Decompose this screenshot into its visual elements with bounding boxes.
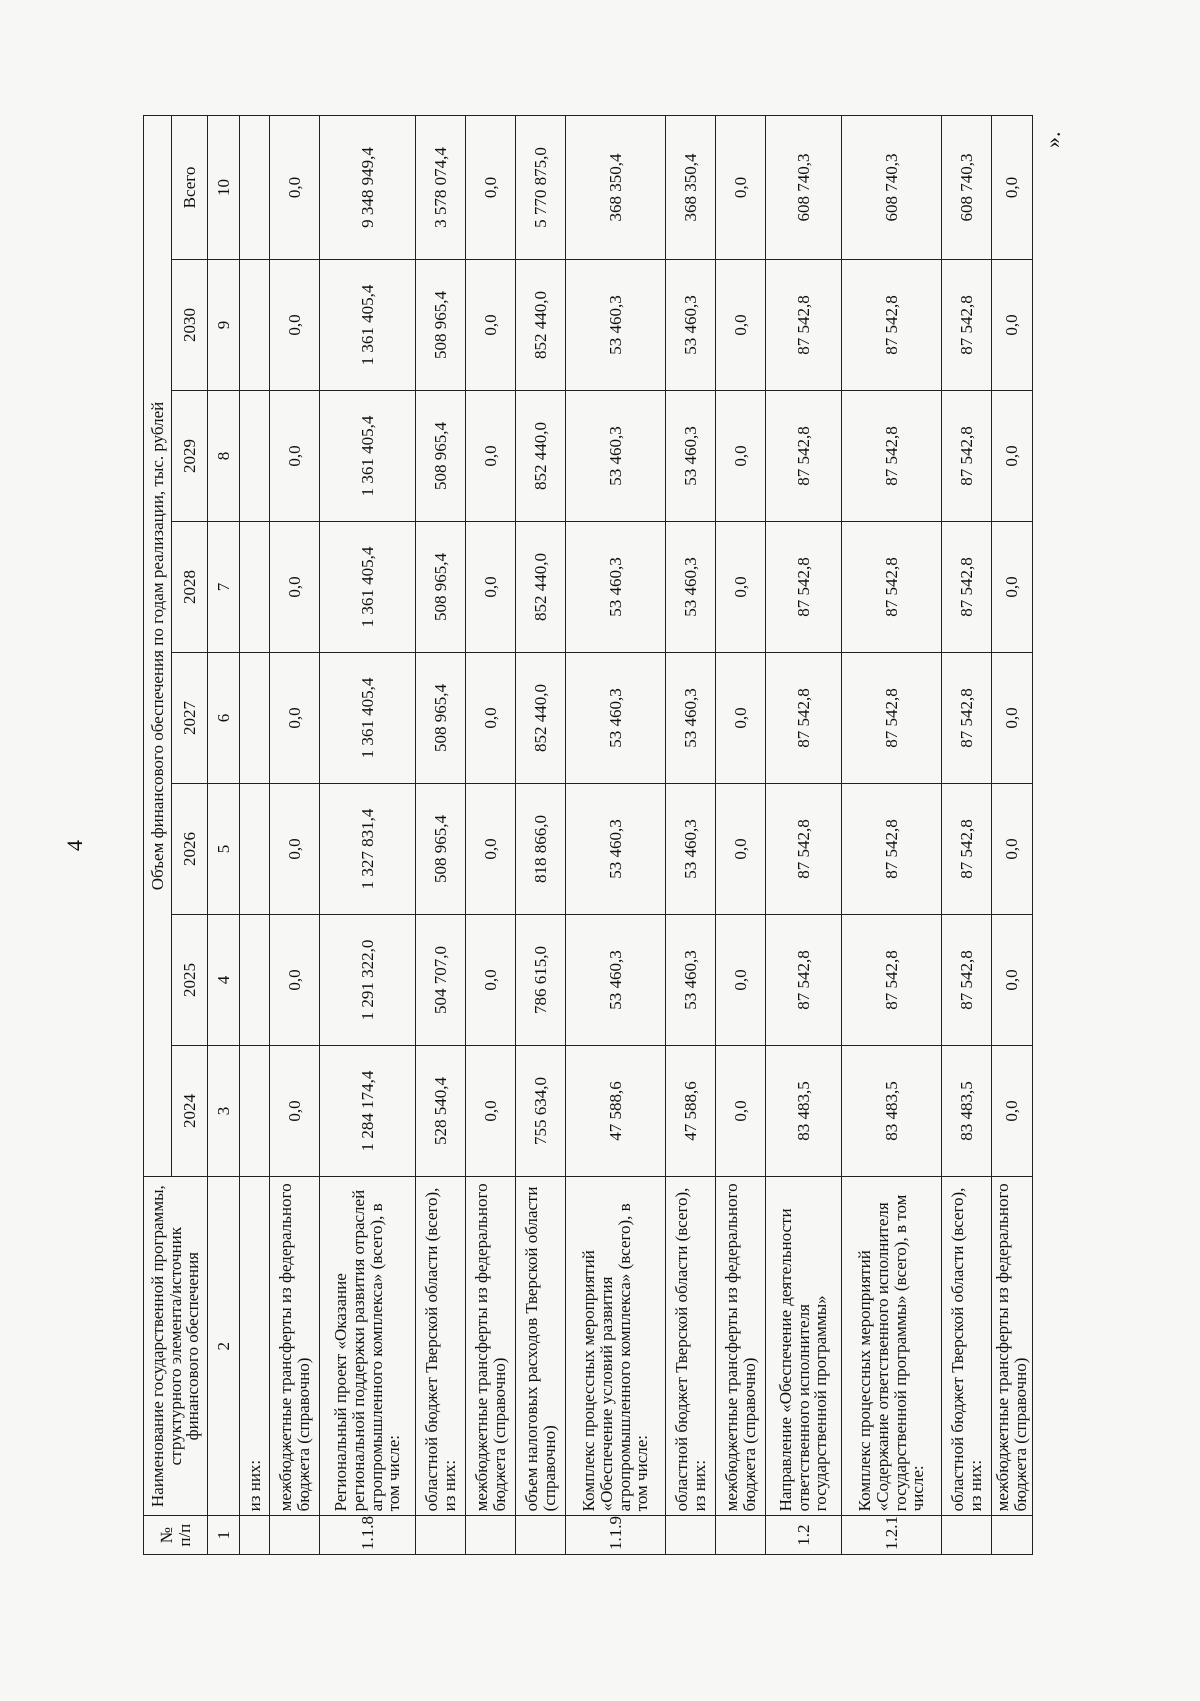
row-value: 608 740,3: [942, 116, 992, 260]
header-volume: Объем финансового обеспечения по годам реализации, тыс. рублей: [144, 116, 172, 1177]
column-number: 10: [208, 116, 240, 260]
row-value: 53 460,3: [666, 391, 716, 522]
header-year: 2025: [172, 915, 208, 1046]
row-value: 53 460,3: [566, 260, 666, 391]
table-row: [516, 116, 566, 1555]
row-value: 87 542,8: [942, 522, 992, 653]
row-value: 818 866,0: [516, 784, 566, 915]
header-name: Наименование государственной программы, структурного элемента/источник финансового обеспечения: [144, 1177, 208, 1516]
row-name: межбюджетные трансферты из федерального бюджета (справочно): [716, 1177, 766, 1516]
row-name: Региональный проект «Оказание региональной поддержки развития отраслей агропромышленного комплекса» (всего), в том числе:: [320, 1177, 416, 1516]
row-value: 508 965,4: [416, 784, 466, 915]
row-value: 0,0: [270, 116, 320, 260]
row-index: 1.2.1: [842, 1516, 942, 1555]
row-value: [240, 1046, 270, 1177]
table-row: [766, 116, 842, 1555]
row-value: [240, 784, 270, 915]
column-number: 5: [208, 784, 240, 915]
table-row: [416, 116, 466, 1555]
row-value: 0,0: [716, 391, 766, 522]
row-name: областной бюджет Тверской области (всего), из них:: [666, 1177, 716, 1516]
row-value: 87 542,8: [766, 784, 842, 915]
row-value: 87 542,8: [766, 915, 842, 1046]
row-value: 0,0: [270, 522, 320, 653]
row-value: [240, 391, 270, 522]
row-value: [240, 260, 270, 391]
row-value: 53 460,3: [666, 522, 716, 653]
row-value: 0,0: [716, 260, 766, 391]
row-index: [716, 1516, 766, 1555]
column-number: 2: [208, 1177, 240, 1516]
row-value: 508 965,4: [416, 522, 466, 653]
row-index: [466, 1516, 516, 1555]
row-value: 83 483,5: [766, 1046, 842, 1177]
row-name: областной бюджет Тверской области (всего), из них:: [416, 1177, 466, 1516]
header-year: 2029: [172, 391, 208, 522]
row-name: из них:: [240, 1177, 270, 1516]
row-name: объем налоговых расходов Тверской области (справочно): [516, 1177, 566, 1516]
table-row: [942, 116, 992, 1555]
row-value: 504 707,0: [416, 915, 466, 1046]
row-value: 852 440,0: [516, 391, 566, 522]
financing-table-container: [143, 115, 1053, 1555]
row-value: 852 440,0: [516, 653, 566, 784]
row-value: 0,0: [992, 784, 1033, 915]
header-num: № п/п: [144, 1516, 208, 1555]
row-value: 87 542,8: [842, 784, 942, 915]
row-value: 47 588,6: [566, 1046, 666, 1177]
row-value: 1 361 405,4: [320, 260, 416, 391]
row-value: 0,0: [992, 116, 1033, 260]
row-value: 0,0: [466, 915, 516, 1046]
row-index: [416, 1516, 466, 1555]
row-value: 87 542,8: [842, 391, 942, 522]
row-index: [942, 1516, 992, 1555]
row-index: [992, 1516, 1033, 1555]
row-value: 508 965,4: [416, 391, 466, 522]
row-index: [666, 1516, 716, 1555]
row-value: 0,0: [466, 784, 516, 915]
row-value: 1 327 831,4: [320, 784, 416, 915]
row-index: [240, 1516, 270, 1555]
row-index: 1.2: [766, 1516, 842, 1555]
row-value: 87 542,8: [842, 522, 942, 653]
row-value: 87 542,8: [766, 391, 842, 522]
row-value: 87 542,8: [942, 784, 992, 915]
row-value: 1 361 405,4: [320, 522, 416, 653]
table-row: [666, 116, 716, 1555]
page-number: 4: [62, 840, 87, 851]
row-value: 0,0: [466, 260, 516, 391]
row-value: 0,0: [992, 260, 1033, 391]
row-value: 0,0: [270, 653, 320, 784]
row-value: 0,0: [716, 522, 766, 653]
header-year: 2027: [172, 653, 208, 784]
row-value: 5 770 875,0: [516, 116, 566, 260]
row-name: Направление «Обеспечение деятельности ответственного исполнителя государственной программы»: [766, 1177, 842, 1516]
row-value: 0,0: [992, 391, 1033, 522]
row-value: 53 460,3: [666, 653, 716, 784]
row-value: 852 440,0: [516, 260, 566, 391]
table-row: [466, 116, 516, 1555]
row-value: 755 634,0: [516, 1046, 566, 1177]
row-value: 53 460,3: [566, 391, 666, 522]
row-value: [240, 653, 270, 784]
row-value: 53 460,3: [666, 784, 716, 915]
row-value: 87 542,8: [942, 391, 992, 522]
column-number: 3: [208, 1046, 240, 1177]
row-value: 0,0: [716, 915, 766, 1046]
header-year: 2030: [172, 260, 208, 391]
row-name: областной бюджет Тверской области (всего), из них:: [942, 1177, 992, 1516]
row-index: [516, 1516, 566, 1555]
row-value: 0,0: [270, 260, 320, 391]
column-numbers-row: [208, 116, 240, 1555]
row-value: 0,0: [270, 1046, 320, 1177]
row-name: межбюджетные трансферты из федерального бюджета (справочно): [466, 1177, 516, 1516]
row-value: [240, 116, 270, 260]
row-value: 0,0: [466, 391, 516, 522]
row-value: 786 615,0: [516, 915, 566, 1046]
row-value: 852 440,0: [516, 522, 566, 653]
row-value: 87 542,8: [942, 915, 992, 1046]
row-value: 83 483,5: [942, 1046, 992, 1177]
row-value: 0,0: [992, 522, 1033, 653]
row-value: 53 460,3: [566, 784, 666, 915]
row-value: 83 483,5: [842, 1046, 942, 1177]
column-number: 9: [208, 260, 240, 391]
row-value: 87 542,8: [842, 915, 942, 1046]
row-value: 0,0: [716, 116, 766, 260]
row-name: межбюджетные трансферты из федерального бюджета (справочно): [992, 1177, 1033, 1516]
header-year: Всего: [172, 116, 208, 260]
row-value: 87 542,8: [766, 522, 842, 653]
row-value: 0,0: [992, 915, 1033, 1046]
column-number: 4: [208, 915, 240, 1046]
row-value: 508 965,4: [416, 653, 466, 784]
row-value: 508 965,4: [416, 260, 466, 391]
table-row: [842, 116, 942, 1555]
column-number: 1: [208, 1516, 240, 1555]
row-value: 528 540,4: [416, 1046, 466, 1177]
row-value: 53 460,3: [566, 653, 666, 784]
row-name: Комплекс процессных мероприятий «Обеспечение условий развития агропромышленного комплекса» (всего), в том числе:: [566, 1177, 666, 1516]
row-value: 3 578 074,4: [416, 116, 466, 260]
row-value: 1 361 405,4: [320, 653, 416, 784]
closing-mark: ».: [1040, 131, 1065, 148]
row-value: 0,0: [270, 391, 320, 522]
row-value: 87 542,8: [942, 653, 992, 784]
header-year: 2024: [172, 1046, 208, 1177]
row-value: 0,0: [716, 784, 766, 915]
table-row: [992, 116, 1033, 1555]
row-value: 368 350,4: [666, 116, 716, 260]
row-value: 0,0: [466, 1046, 516, 1177]
row-value: 53 460,3: [566, 522, 666, 653]
row-value: 1 361 405,4: [320, 391, 416, 522]
row-value: 608 740,3: [842, 116, 942, 260]
row-value: 0,0: [992, 653, 1033, 784]
column-number: 6: [208, 653, 240, 784]
column-number: 7: [208, 522, 240, 653]
table-row: [270, 116, 320, 1555]
row-value: 53 460,3: [566, 915, 666, 1046]
row-index: 1.1.9: [566, 1516, 666, 1555]
row-value: 87 542,8: [842, 260, 942, 391]
header-year: 2028: [172, 522, 208, 653]
row-value: 608 740,3: [766, 116, 842, 260]
row-value: 368 350,4: [566, 116, 666, 260]
row-value: 0,0: [992, 1046, 1033, 1177]
row-value: 0,0: [716, 653, 766, 784]
row-name: Комплекс процессных мероприятий «Содержание ответственного исполнителя государственной программы» (всего), в том числе:: [842, 1177, 942, 1516]
table-row: [566, 116, 666, 1555]
row-value: 1 284 174,4: [320, 1046, 416, 1177]
row-value: 87 542,8: [766, 260, 842, 391]
row-value: 0,0: [716, 1046, 766, 1177]
row-index: [270, 1516, 320, 1555]
row-value: 0,0: [270, 784, 320, 915]
table-row: [240, 116, 270, 1555]
table-body: [240, 116, 1033, 1555]
row-index: 1.1.8: [320, 1516, 416, 1555]
row-value: 87 542,8: [842, 653, 942, 784]
row-value: 9 348 949,4: [320, 116, 416, 260]
header-year: 2026: [172, 784, 208, 915]
financing-table: [143, 115, 1033, 1555]
row-value: 0,0: [466, 653, 516, 784]
row-value: [240, 522, 270, 653]
row-value: [240, 915, 270, 1046]
row-value: 47 588,6: [666, 1046, 716, 1177]
row-value: 87 542,8: [766, 653, 842, 784]
row-value: 0,0: [270, 915, 320, 1046]
row-value: 87 542,8: [942, 260, 992, 391]
row-value: 53 460,3: [666, 260, 716, 391]
row-value: 0,0: [466, 522, 516, 653]
row-name: межбюджетные трансферты из федерального бюджета (справочно): [270, 1177, 320, 1516]
header-row-top: [144, 116, 172, 1555]
row-value: 53 460,3: [666, 915, 716, 1046]
column-number: 8: [208, 391, 240, 522]
table-row: [320, 116, 416, 1555]
row-value: 0,0: [466, 116, 516, 260]
table-row: [716, 116, 766, 1555]
row-value: 1 291 322,0: [320, 915, 416, 1046]
